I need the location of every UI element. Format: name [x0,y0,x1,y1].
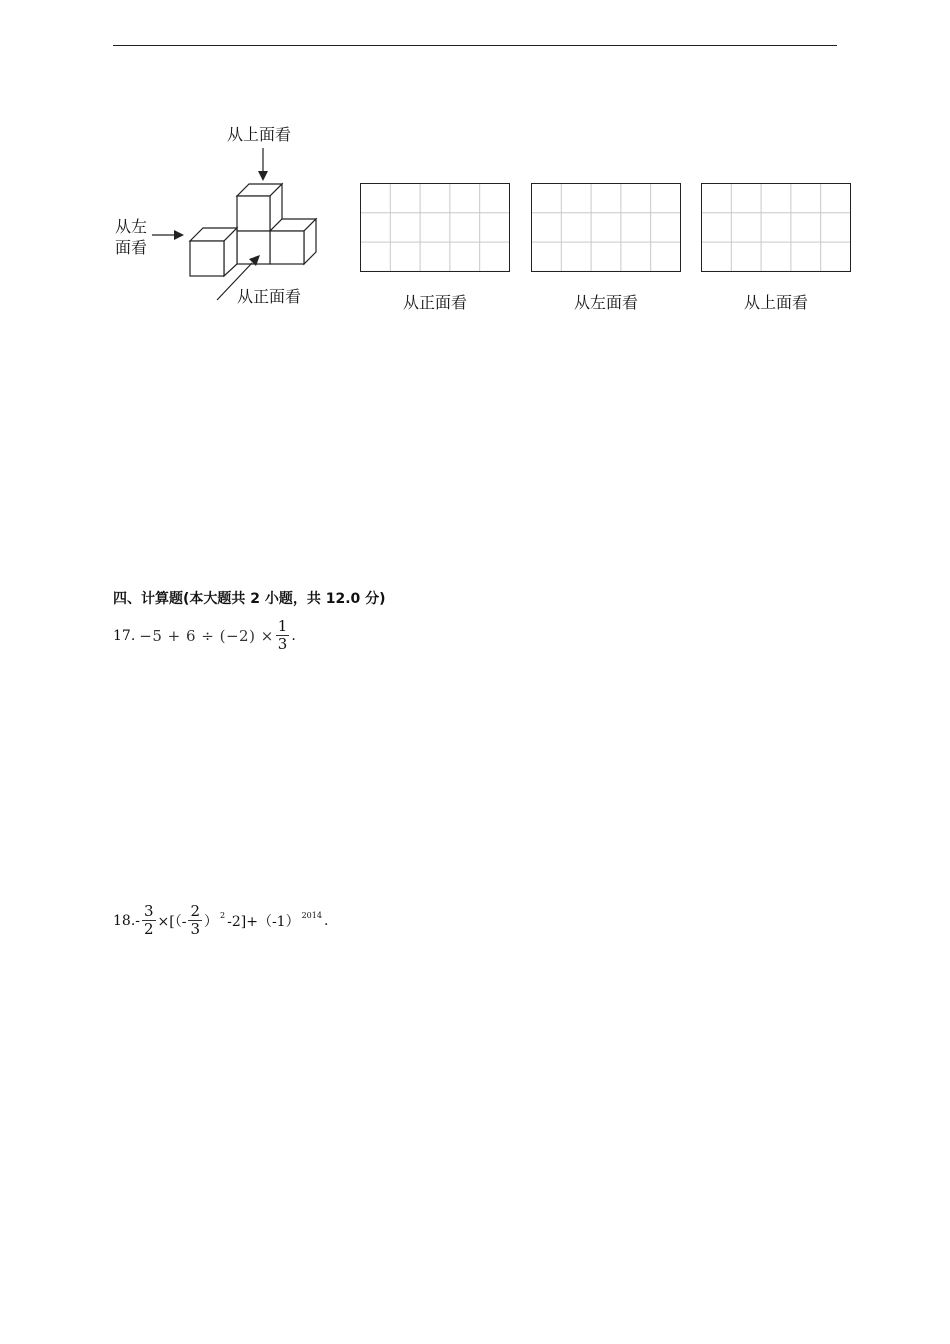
problem-number: 17. [113,627,136,644]
exponent-2: 2014 [301,911,322,920]
grid-top-view [701,183,851,272]
grid-front-view [360,183,510,272]
problem-17 [113,618,296,653]
expression-mid-2: -2]+（-1） [227,913,300,930]
right-cube-front-face [270,231,304,264]
problem-number: 18. [113,912,136,929]
cube-figure [100,115,340,325]
fraction [276,618,290,653]
fraction-2-numerator: 2 [190,902,201,920]
top-cube-front-face [237,196,270,231]
label-front-view: 从正面看 [237,287,302,306]
label-top-view: 从上面看 [227,125,292,144]
fraction-1-numerator: 3 [144,902,154,920]
period: . [291,627,296,644]
grid-left-view [531,183,681,272]
fraction-numerator: 1 [277,617,288,635]
grid-caption-left: 从左面看 [573,293,638,312]
fraction-1 [142,903,156,938]
grid-caption-front: 从正面看 [402,293,467,312]
top-arrow-head [258,171,268,181]
left-cube-front-face [190,241,224,276]
label-left-view-line2: 面看 [115,238,148,257]
fraction-denominator: 3 [277,635,288,653]
close-paren: ） [204,913,219,930]
period: . [323,912,329,929]
fraction-2 [188,903,202,938]
fraction-1-denominator: 2 [144,920,154,938]
expression-left: −5 + 6 ÷ (−2) × [139,626,274,645]
header-rule [113,45,837,46]
label-left-view-line1: 从左 [115,217,148,236]
exponent-1: 2 [220,911,226,920]
negative-sign: - [135,912,140,929]
problem-18 [113,903,328,938]
section-title: 四、计算题(本大题共 2 小题，共 12.0 分) [113,591,386,607]
left-arrow-head [174,230,184,240]
expression-mid-1: ×[（- [157,913,187,930]
grid-caption-top: 从上面看 [743,293,808,312]
fraction-2-denominator: 3 [190,920,201,938]
